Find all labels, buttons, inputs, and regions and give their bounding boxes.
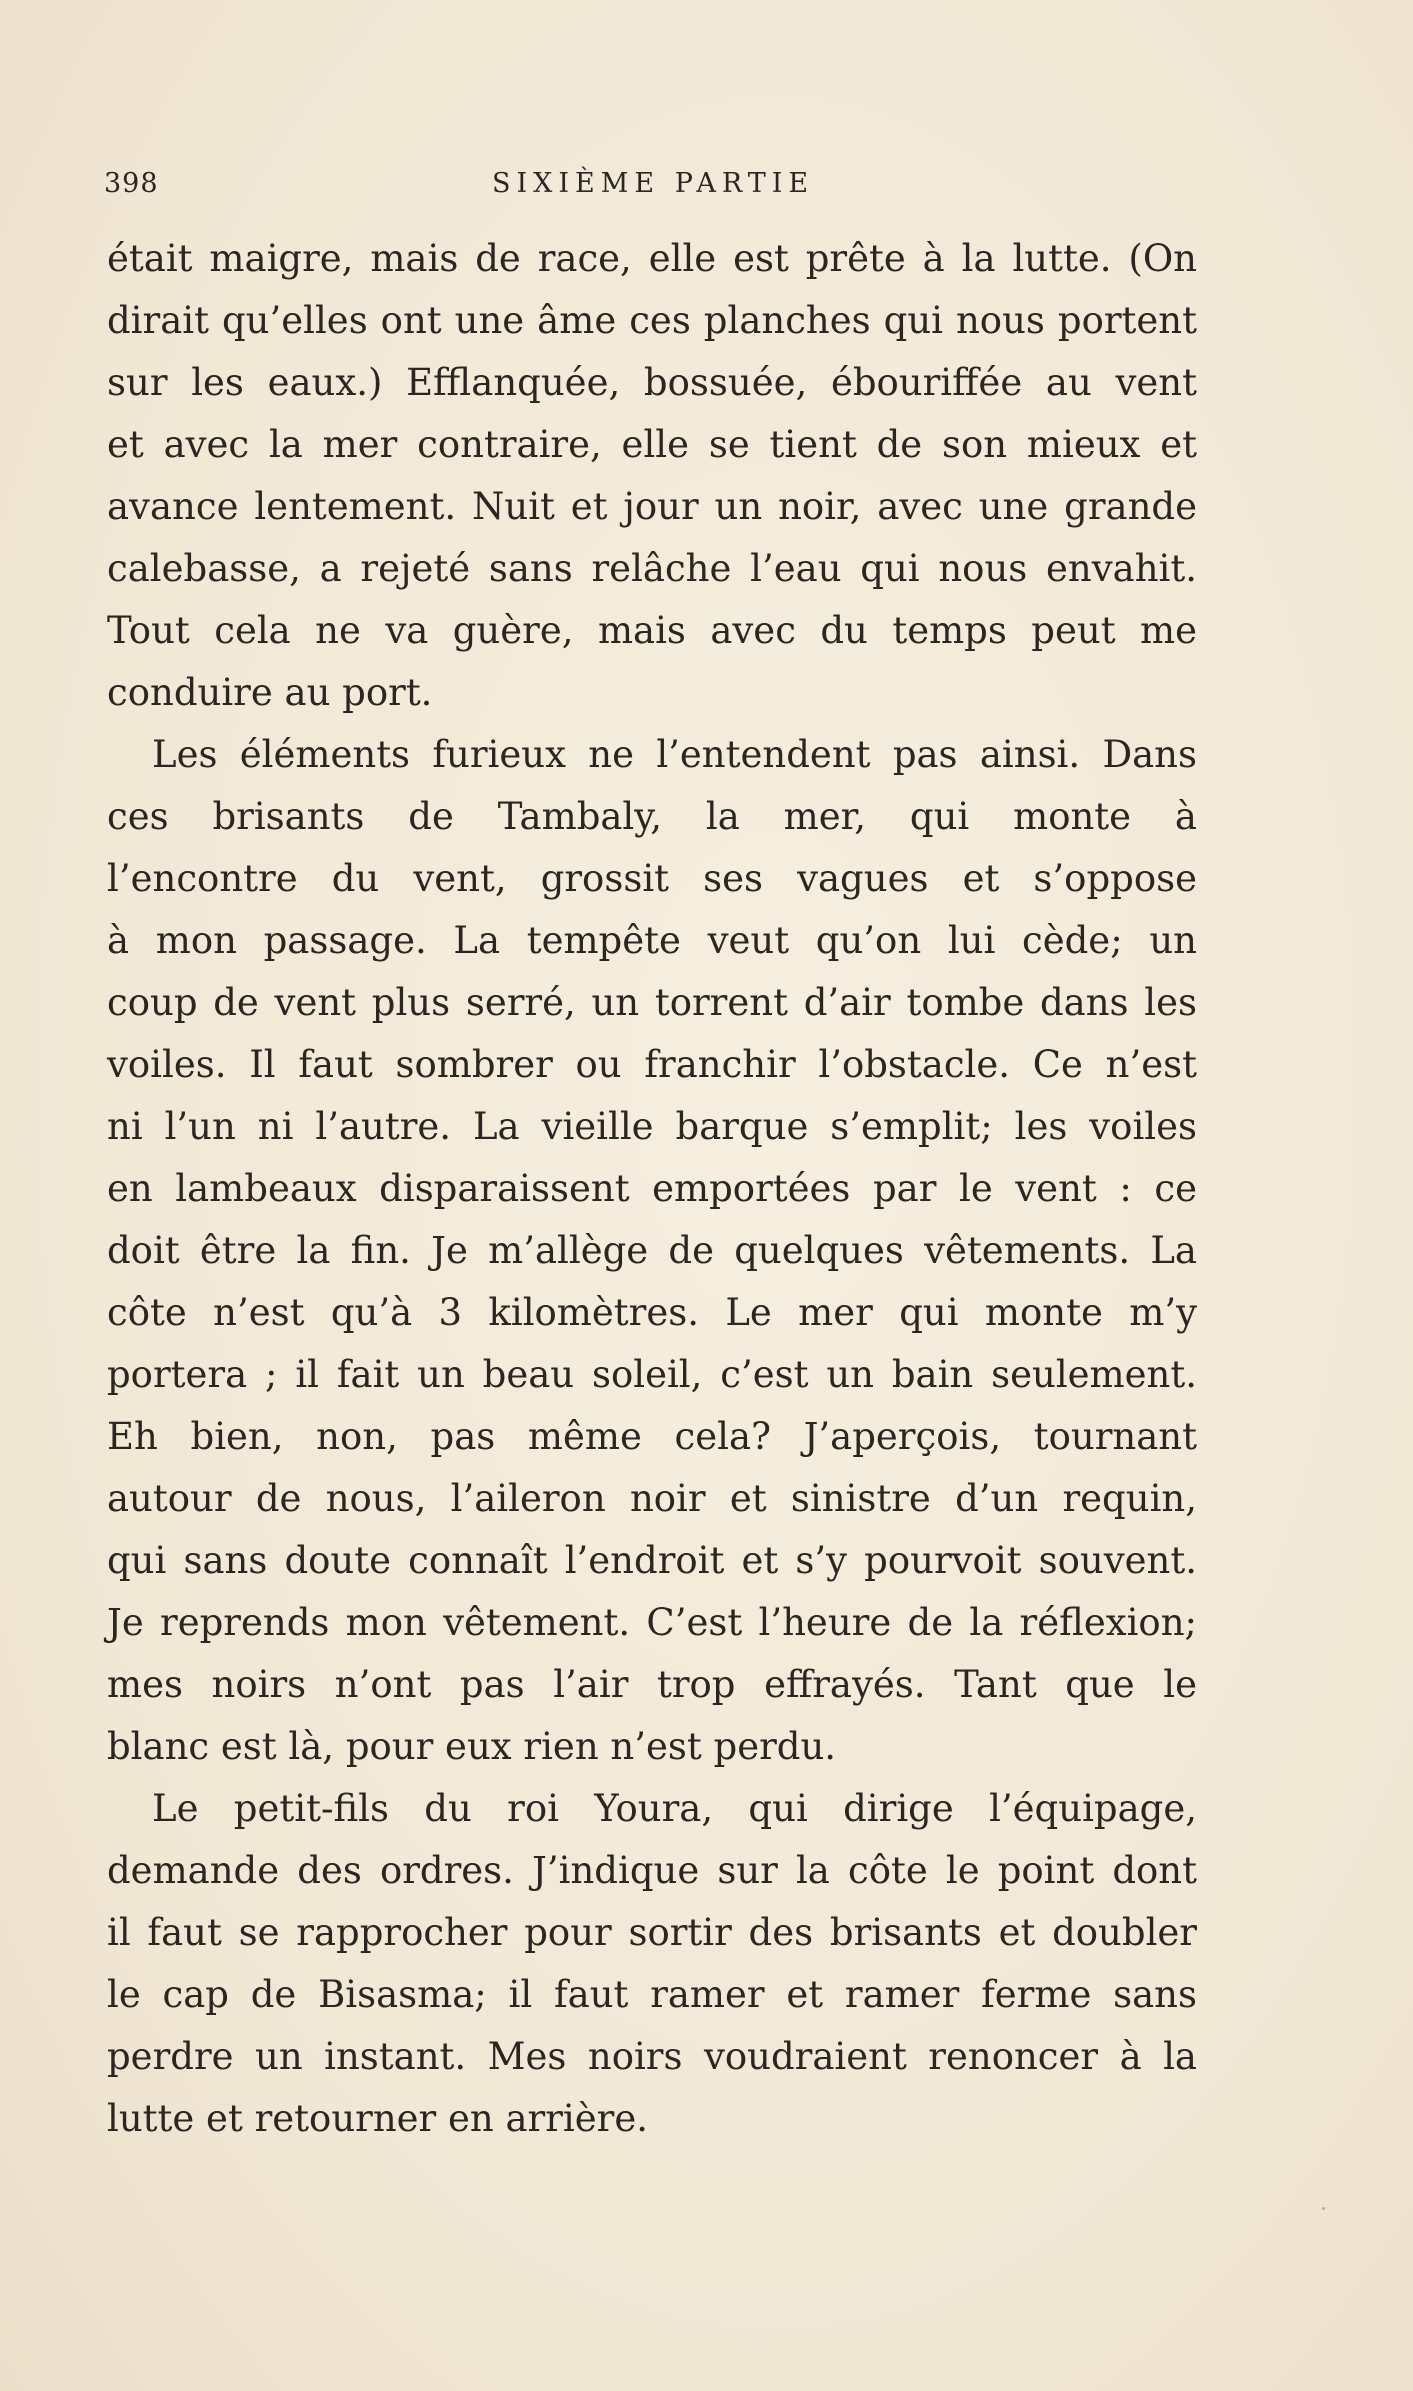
text-line: avance lentement. Nuit et jour un noir, avec une grande xyxy=(107,485,1197,528)
text-line: calebasse, a rejeté sans relâche l’eau qui nous envahit. xyxy=(107,547,1197,590)
text-line: dirait qu’elles ont une âme ces planches qui nous portent xyxy=(107,299,1197,342)
text-line: en lambeaux disparaissent emportées par le vent : ce xyxy=(107,1167,1197,1210)
running-title: SIXIÈME PARTIE xyxy=(492,168,815,199)
paper-speck xyxy=(1322,2207,1325,2210)
text-line: mes noirs n’ont pas l’air trop effrayés. Tant que le xyxy=(107,1663,1197,1706)
text-line: ni l’un ni l’autre. La vieille barque s’emplit; les voiles xyxy=(107,1105,1197,1148)
text-line: perdre un instant. Mes noirs voudraient renoncer à la xyxy=(107,2035,1197,2078)
text-line: qui sans doute connaît l’endroit et s’y pourvoit souvent. xyxy=(107,1539,1197,1582)
text-line: conduire au port. xyxy=(107,671,433,714)
text-line: portera ; il fait un beau soleil, c’est un bain seulement. xyxy=(107,1353,1197,1396)
text-line: autour de nous, l’aileron noir et sinistre d’un requin, xyxy=(107,1477,1197,1520)
text-line: ces brisants de Tambaly, la mer, qui monte à xyxy=(107,795,1197,838)
text-line: voiles. Il faut sombrer ou franchir l’obstacle. Ce n’est xyxy=(107,1043,1197,1086)
page-number: 398 xyxy=(104,168,159,199)
text-line: à mon passage. La tempête veut qu’on lui cède; un xyxy=(107,919,1197,962)
text-line: doit être la fin. Je m’allège de quelques vêtements. La xyxy=(107,1229,1197,1272)
paragraph-start-line: Les éléments furieux ne l’entendent pas ainsi. Dans xyxy=(152,733,1197,776)
text-line: côte n’est qu’à 3 kilomètres. Le mer qui monte m’y xyxy=(107,1291,1197,1334)
text-line: il faut se rapprocher pour sortir des brisants et doubler xyxy=(107,1911,1197,1954)
text-line: sur les eaux.) Efflanquée, bossuée, ébouriffée au vent xyxy=(107,361,1197,404)
text-line: lutte et retourner en arrière. xyxy=(107,2097,648,2140)
text-line: l’encontre du vent, grossit ses vagues et s’oppose xyxy=(107,857,1197,900)
text-line: demande des ordres. J’indique sur la côte le point dont xyxy=(107,1849,1197,1892)
body-text xyxy=(107,228,1197,2150)
page-header xyxy=(0,168,1413,208)
text-line: Eh bien, non, pas même cela? J’aperçois, tournant xyxy=(107,1415,1197,1458)
text-line: blanc est là, pour eux rien n’est perdu. xyxy=(107,1725,837,1768)
text-line: le cap de Bisasma; il faut ramer et ramer ferme sans xyxy=(107,1973,1197,2016)
text-line: Je reprends mon vêtement. C’est l’heure de la réflexion; xyxy=(107,1601,1197,1644)
text-line: Tout cela ne va guère, mais avec du temps peut me xyxy=(107,609,1197,652)
paragraph-start-line: Le petit-fils du roi Youra, qui dirige l’équipage, xyxy=(152,1787,1197,1830)
text-line: et avec la mer contraire, elle se tient de son mieux et xyxy=(107,423,1197,466)
text-line: était maigre, mais de race, elle est prête à la lutte. (On xyxy=(107,237,1197,280)
text-line: coup de vent plus serré, un torrent d’air tombe dans les xyxy=(107,981,1197,1024)
